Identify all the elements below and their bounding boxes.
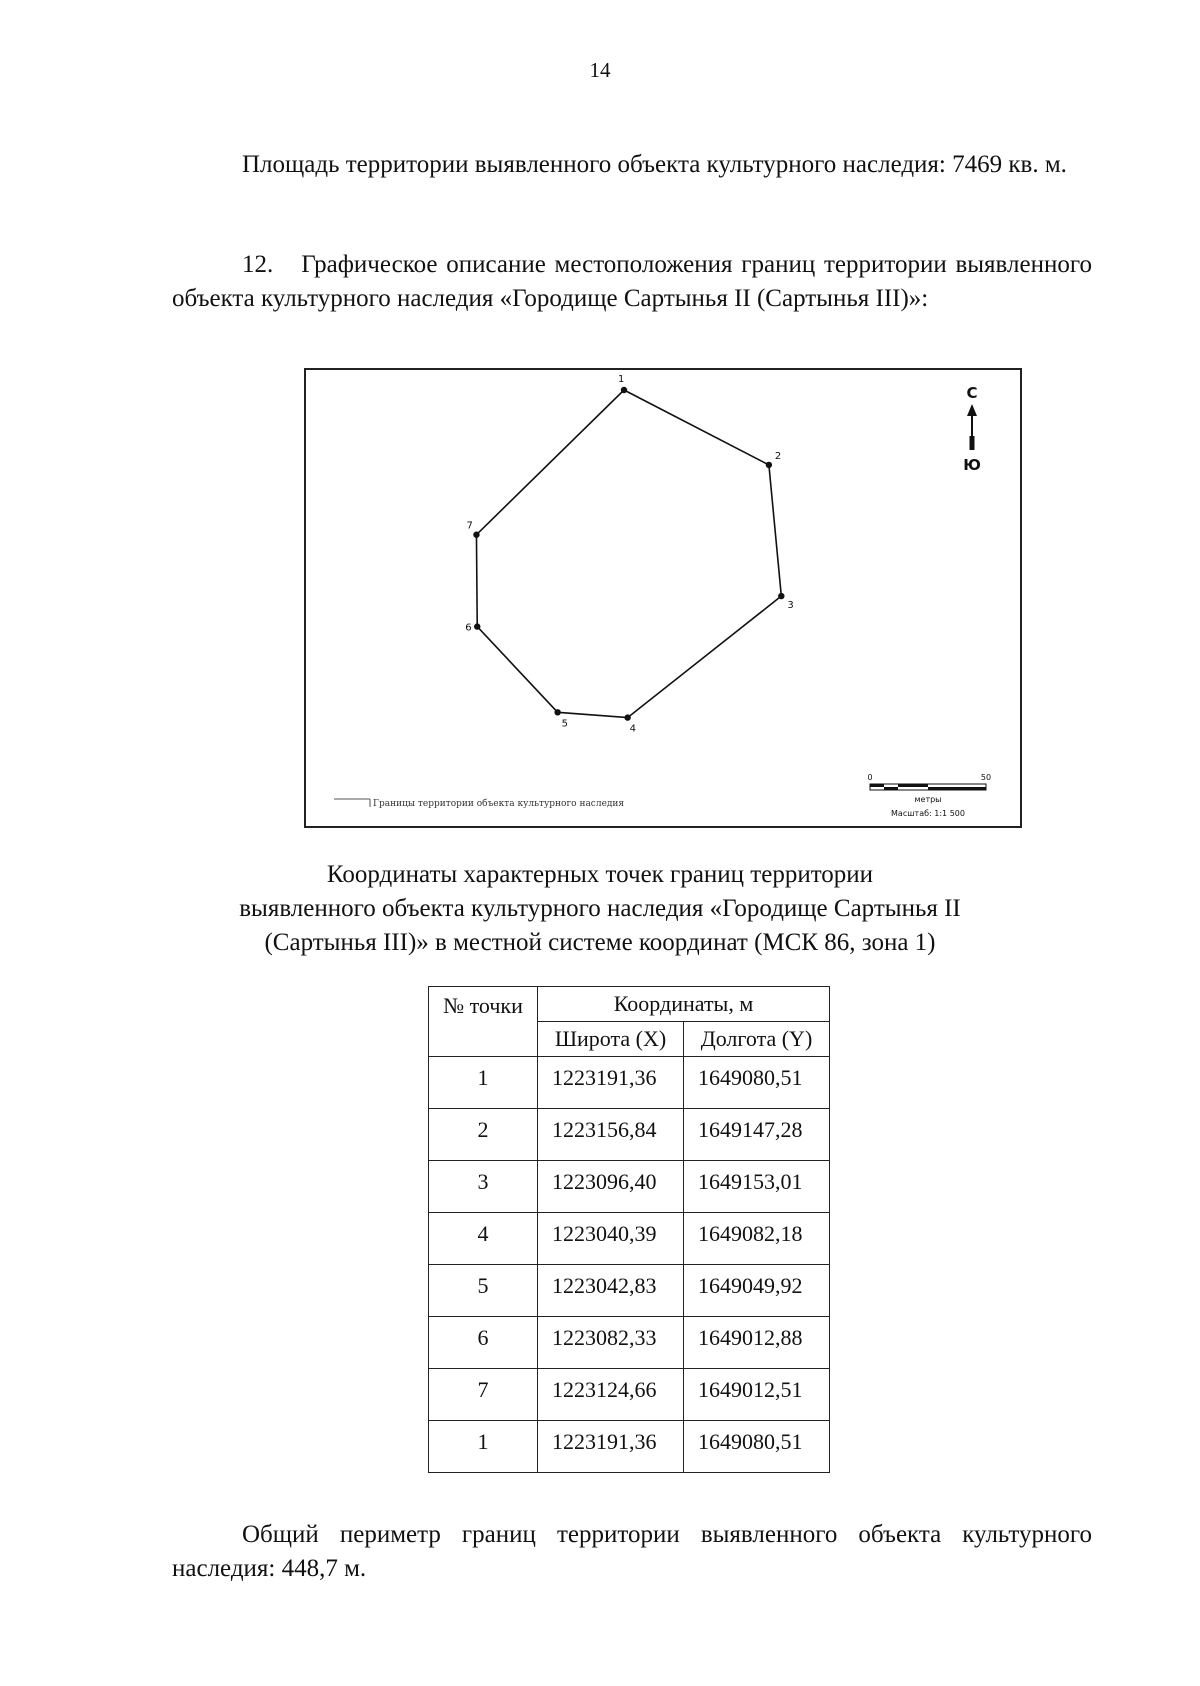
- table-row: [429, 1109, 830, 1161]
- cell-longitude: 1649012,88: [684, 1317, 830, 1369]
- cell-longitude: 1649080,51: [684, 1421, 830, 1473]
- cell-latitude: 1223040,39: [538, 1213, 684, 1265]
- cell-latitude: 1223191,36: [538, 1421, 684, 1473]
- boundary-point: [473, 532, 479, 538]
- table-row: [429, 1265, 830, 1317]
- cell-latitude: 1223156,84: [538, 1109, 684, 1161]
- cell-point: 1: [429, 1421, 538, 1473]
- boundary-point: [474, 623, 480, 629]
- table-row: [429, 1213, 830, 1265]
- boundary-point: [778, 593, 784, 599]
- table-caption-line: Координаты характерных точек границ территории: [326, 861, 874, 888]
- page-number: 14: [589, 58, 611, 82]
- header-longitude: Долгота (Y): [684, 1022, 830, 1057]
- boundary-point-label: 4: [629, 723, 636, 735]
- boundary-point: [766, 462, 772, 468]
- cell-point: 6: [429, 1317, 538, 1369]
- north-arrow: [963, 384, 981, 474]
- boundary-point-label: 7: [466, 520, 473, 532]
- boundary-point-label: 1: [618, 374, 625, 385]
- section-text: Графическое описание местоположения границ территории выявленного объекта культурного наследия «Городище Сартынья II (Сартынья III)»:: [172, 251, 1092, 312]
- area-paragraph: Площадь территории выявленного объекта культурного наследия: 7469 кв. м.: [242, 151, 1067, 178]
- map-legend: [334, 798, 624, 809]
- scale-end: 50: [980, 773, 992, 782]
- table-row: [429, 1161, 830, 1213]
- boundary-point-label: 5: [561, 718, 568, 730]
- boundary-point-label: 6: [465, 622, 472, 634]
- cell-latitude: 1223124,66: [538, 1369, 684, 1421]
- perimeter-paragraph: Общий периметр границ территории выявленного объекта культурного наследия: 448,7 м.: [172, 1521, 1092, 1582]
- table-caption-line: (Сартынья III)» в местной системе координат (МСК 86, зона 1): [264, 929, 936, 956]
- scale-units: метры: [914, 795, 942, 804]
- table-row: [429, 1057, 830, 1109]
- scale-bar: [867, 773, 991, 818]
- cell-point: 1: [429, 1057, 538, 1109]
- north-label: С: [966, 384, 978, 402]
- boundary-point: [621, 387, 627, 393]
- south-label: Ю: [963, 456, 981, 474]
- table-caption: [0, 858, 1200, 960]
- table-caption-line: выявленного объекта культурного наследия «Городище Сартынья II: [239, 895, 961, 922]
- header-coordinates: Координаты, м: [538, 987, 830, 1022]
- cell-latitude: 1223042,83: [538, 1265, 684, 1317]
- cell-latitude: 1223191,36: [538, 1057, 684, 1109]
- cell-point: 7: [429, 1369, 538, 1421]
- cell-longitude: 1649049,92: [684, 1265, 830, 1317]
- boundary-point: [554, 709, 560, 715]
- cell-longitude: 1649012,51: [684, 1369, 830, 1421]
- section-number: 12.: [242, 251, 274, 278]
- table-row: [429, 1369, 830, 1421]
- scale-text: Масштаб: 1:1 500: [891, 809, 965, 818]
- cell-point: 4: [429, 1213, 538, 1265]
- cell-point: 2: [429, 1109, 538, 1161]
- cell-longitude: 1649082,18: [684, 1213, 830, 1265]
- coordinates-table: [428, 986, 830, 1473]
- cell-longitude: 1649080,51: [684, 1057, 830, 1109]
- cell-longitude: 1649147,28: [684, 1109, 830, 1161]
- section-paragraph: [172, 248, 1092, 316]
- header-point: № точки: [429, 987, 538, 1057]
- table-row: [429, 1317, 830, 1369]
- boundary-point-label: 2: [774, 450, 782, 462]
- legend-text: Границы территории объекта культурного наследия: [373, 799, 625, 809]
- scale-start: 0: [867, 773, 873, 782]
- boundary-map: [304, 368, 1022, 828]
- table-row: [429, 1421, 830, 1473]
- boundary-point-label: 3: [787, 600, 794, 612]
- cell-point: 5: [429, 1265, 538, 1317]
- cell-latitude: 1223096,40: [538, 1161, 684, 1213]
- boundary-point: [624, 714, 630, 720]
- cell-point: 3: [429, 1161, 538, 1213]
- cell-latitude: 1223082,33: [538, 1317, 684, 1369]
- cell-longitude: 1649153,01: [684, 1161, 830, 1213]
- header-latitude: Широта (X): [538, 1022, 684, 1057]
- boundary-polygon: [476, 390, 781, 718]
